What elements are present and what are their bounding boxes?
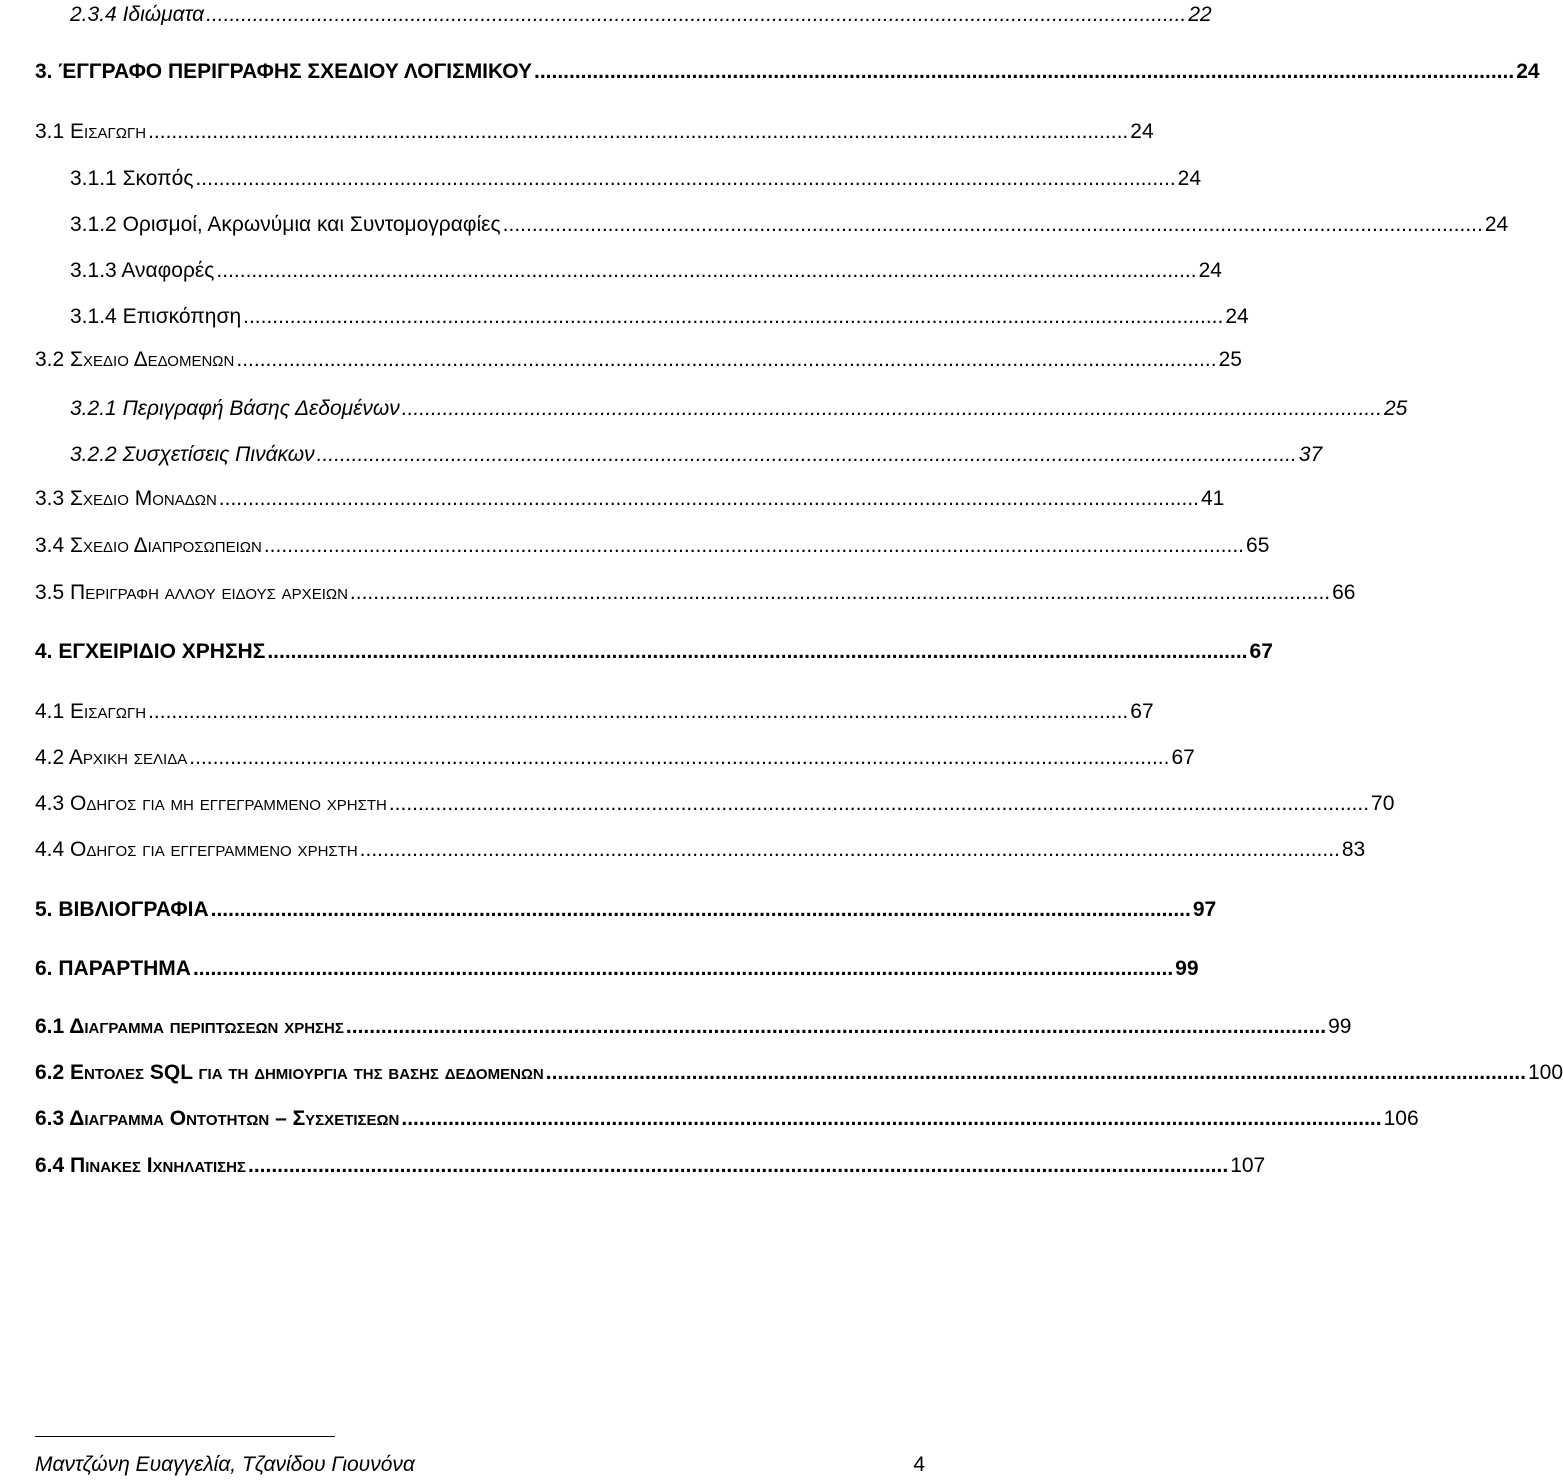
toc-entry-4[interactable] [35, 637, 1273, 667]
toc-entry-6-4[interactable] [35, 1151, 1266, 1181]
toc-title: Πινακες Ιχνηλατισης [70, 1154, 246, 1177]
toc-page: 24 [1484, 213, 1509, 236]
toc-page: 67 [1130, 700, 1154, 723]
dot-leader: ........................................................................................................................................................................ [401, 397, 1382, 420]
toc-title: Σκοπός [122, 167, 194, 190]
toc-entry-3-1-1[interactable] [70, 164, 1202, 194]
toc-title: ΠΑΡΑΡΤΗΜΑ [58, 957, 191, 980]
dot-leader: ........................................................................................................................................................................ [148, 700, 1129, 723]
dot-leader: ........................................................................................................................................................................ [247, 1154, 1229, 1177]
toc-page: 24 [1130, 120, 1154, 143]
toc-page: 67 [1249, 640, 1273, 663]
toc-entry-6-3[interactable] [35, 1104, 1419, 1134]
toc-number: 6. [35, 957, 53, 980]
toc-page: 99 [1328, 1015, 1352, 1038]
toc-number: 4.2 [35, 746, 65, 769]
toc-number: 6.3 [35, 1107, 65, 1130]
dot-leader: ........................................................................................................................................................................ [236, 348, 1217, 371]
toc-number: 3.2.1 [70, 397, 117, 420]
toc-entry-3-1-4[interactable] [70, 302, 1249, 332]
toc-number: 3.5 [35, 581, 65, 604]
toc-entry-3-1-3[interactable] [70, 256, 1222, 286]
toc-title: Εντολες SQL για τη δημιουργια της βασης δεδομενων [70, 1061, 544, 1084]
toc-title: Ιδιώματα [122, 3, 205, 26]
toc-entry-3-2-2[interactable] [70, 440, 1323, 470]
dot-leader: ........................................................................................................................................................................ [206, 3, 1187, 26]
dot-leader: ........................................................................................................................................................................ [263, 534, 1245, 557]
toc-entry-3-2[interactable] [35, 345, 1242, 375]
toc-page: 66 [1332, 581, 1356, 604]
toc-number: 3.1.2 [70, 213, 117, 236]
toc-page: 37 [1298, 443, 1323, 466]
toc-number: 3. [35, 60, 53, 83]
toc-title: Διαγραμμα περιπτωσεων χρησης [69, 1015, 344, 1038]
toc-number: 4.3 [35, 792, 65, 815]
toc-title: Οδηγος για μη εγγεγραμμενο χρηστη [70, 792, 387, 815]
toc-title: ΈΓΓΡΑΦΟ ΠΕΡΙΓΡΑΦΗΣ ΣΧΕΔΙΟΥ ΛΟΓΙΣΜΙΚΟΥ [58, 60, 532, 83]
dot-leader: ........................................................................................................................................................................ [216, 259, 1197, 282]
dot-leader: ........................................................................................................................................................................ [148, 120, 1129, 143]
toc-number: 3.1.1 [70, 167, 117, 190]
toc-title: Ορισμοί, Ακρωνύμια και Συντομογραφίες [122, 213, 501, 236]
toc-page: 25 [1218, 348, 1242, 371]
dot-leader: ........................................................................................................................................................................ [401, 1107, 1382, 1130]
dot-leader: ........................................................................................................................................................................ [345, 1015, 1327, 1038]
toc-title: Σχεδιο Διαπροσωπειων [70, 534, 262, 557]
dot-leader: ........................................................................................................................................................................ [192, 957, 1174, 980]
toc-title: Οδηγος για εγγεγραμμενο χρηστη [70, 838, 358, 861]
toc-page: 97 [1192, 898, 1217, 921]
toc-number: 6.2 [35, 1061, 65, 1084]
toc-entry-6-1[interactable] [35, 1012, 1352, 1042]
toc-title: ΒΙΒΛΙΟΓΡΑΦΙΑ [58, 898, 209, 921]
toc-entry-3-3[interactable] [35, 484, 1225, 514]
toc-entry-6-2[interactable] [35, 1058, 1563, 1088]
toc-number: 3.1.3 [70, 259, 117, 282]
dot-leader: ........................................................................................................................................................................ [195, 167, 1176, 190]
toc-entry-3-5[interactable] [35, 578, 1356, 608]
toc-title: Περιγραφή Βάσης Δεδομένων [122, 397, 400, 420]
toc-number: 3.1 [35, 120, 65, 143]
toc-entry-5[interactable] [35, 895, 1217, 925]
dot-leader: ........................................................................................................................................................................ [349, 581, 1331, 604]
toc-page: 107 [1230, 1154, 1266, 1177]
dot-leader: ........................................................................................................................................................................ [388, 792, 1370, 815]
toc-page: 65 [1246, 534, 1270, 557]
toc-entry-3[interactable] [35, 57, 1540, 87]
toc-page: 67 [1171, 746, 1195, 769]
toc-number: 3.2.2 [70, 443, 117, 466]
toc-number: 6.1 [35, 1015, 65, 1038]
dot-leader: ........................................................................................................................................................................ [210, 898, 1191, 921]
toc-page: 22 [1188, 3, 1212, 26]
toc-page: 24 [1225, 305, 1249, 328]
toc-entry-4-2[interactable] [35, 743, 1195, 773]
toc-number: 5. [35, 898, 53, 921]
footer-page-number: 4 [913, 1453, 925, 1476]
dot-leader: ........................................................................................................................................................................ [545, 1061, 1526, 1084]
toc-title: Εισαγωγη [70, 700, 147, 723]
dot-leader: ........................................................................................................................................................................ [316, 443, 1297, 466]
toc-number: 3.2 [35, 348, 65, 371]
toc-number: 3.4 [35, 534, 65, 557]
toc-entry-4-3[interactable] [35, 789, 1395, 819]
dot-leader: ........................................................................................................................................................................ [359, 838, 1340, 861]
toc-title: Σχεδιο Δεδομενων [70, 348, 235, 371]
dot-leader: ........................................................................................................................................................................ [218, 487, 1199, 510]
dot-leader: ........................................................................................................................................................................ [189, 746, 1170, 769]
footer-divider [35, 1436, 335, 1437]
toc-number: 4.1 [35, 700, 65, 723]
toc-page: 24 [1516, 60, 1540, 83]
toc-page: 100 [1527, 1061, 1563, 1084]
toc-entry-4-1[interactable] [35, 697, 1154, 727]
toc-title: Αρχικη σελιδα [68, 746, 188, 769]
toc-number: 4.4 [35, 838, 65, 861]
toc-number: 3.1.4 [70, 305, 117, 328]
toc-page: 24 [1177, 167, 1202, 190]
toc-number: 4. [35, 640, 53, 663]
toc-entry-3-1[interactable] [35, 117, 1154, 147]
dot-leader: ........................................................................................................................................................................ [267, 640, 1248, 663]
toc-page: 99 [1175, 957, 1199, 980]
toc-page: 24 [1198, 259, 1222, 282]
toc-entry-3-4[interactable] [35, 531, 1270, 561]
dot-leader: ........................................................................................................................................................................ [243, 305, 1224, 328]
toc-page: 83 [1341, 838, 1366, 861]
toc-title: Εισαγωγη [70, 120, 147, 143]
toc-number: 3.3 [35, 487, 65, 510]
toc-entry-6[interactable] [35, 954, 1199, 984]
toc-entry-3-1-2[interactable] [70, 210, 1509, 240]
toc-page: 25 [1383, 397, 1408, 420]
toc-page: 70 [1371, 792, 1395, 815]
toc-entry-2-3-4[interactable] [70, 0, 1212, 30]
toc-entry-4-4[interactable] [35, 835, 1366, 865]
toc-page: 41 [1201, 487, 1225, 510]
toc-entry-3-2-1[interactable] [70, 394, 1408, 424]
toc-title: ΕΓΧΕΙΡΙΔΙΟ ΧΡΗΣΗΣ [58, 640, 266, 663]
toc-title: Επισκόπηση [122, 305, 242, 328]
toc-title: Περιγραφη αλλου ειδους αρχειων [70, 581, 348, 604]
toc-title: Συσχετίσεις Πινάκων [122, 443, 315, 466]
dot-leader: ........................................................................................................................................................................ [533, 60, 1515, 83]
toc-number: 2.3.4 [70, 3, 117, 26]
footer-authors: Μαντζώνη Ευαγγελία, Τζανίδου Γιουνόνα [35, 1453, 415, 1476]
page-footer [35, 1450, 925, 1480]
toc-title: Διαγραμμα Οντοτητων – Συσχετισεων [69, 1107, 400, 1130]
toc-title: Σχεδιο Μοναδων [70, 487, 217, 510]
toc-title: Αναφορές [121, 259, 215, 282]
dot-leader: ........................................................................................................................................................................ [502, 213, 1483, 236]
toc-number: 6.4 [35, 1154, 65, 1177]
toc-page: 106 [1383, 1107, 1419, 1130]
